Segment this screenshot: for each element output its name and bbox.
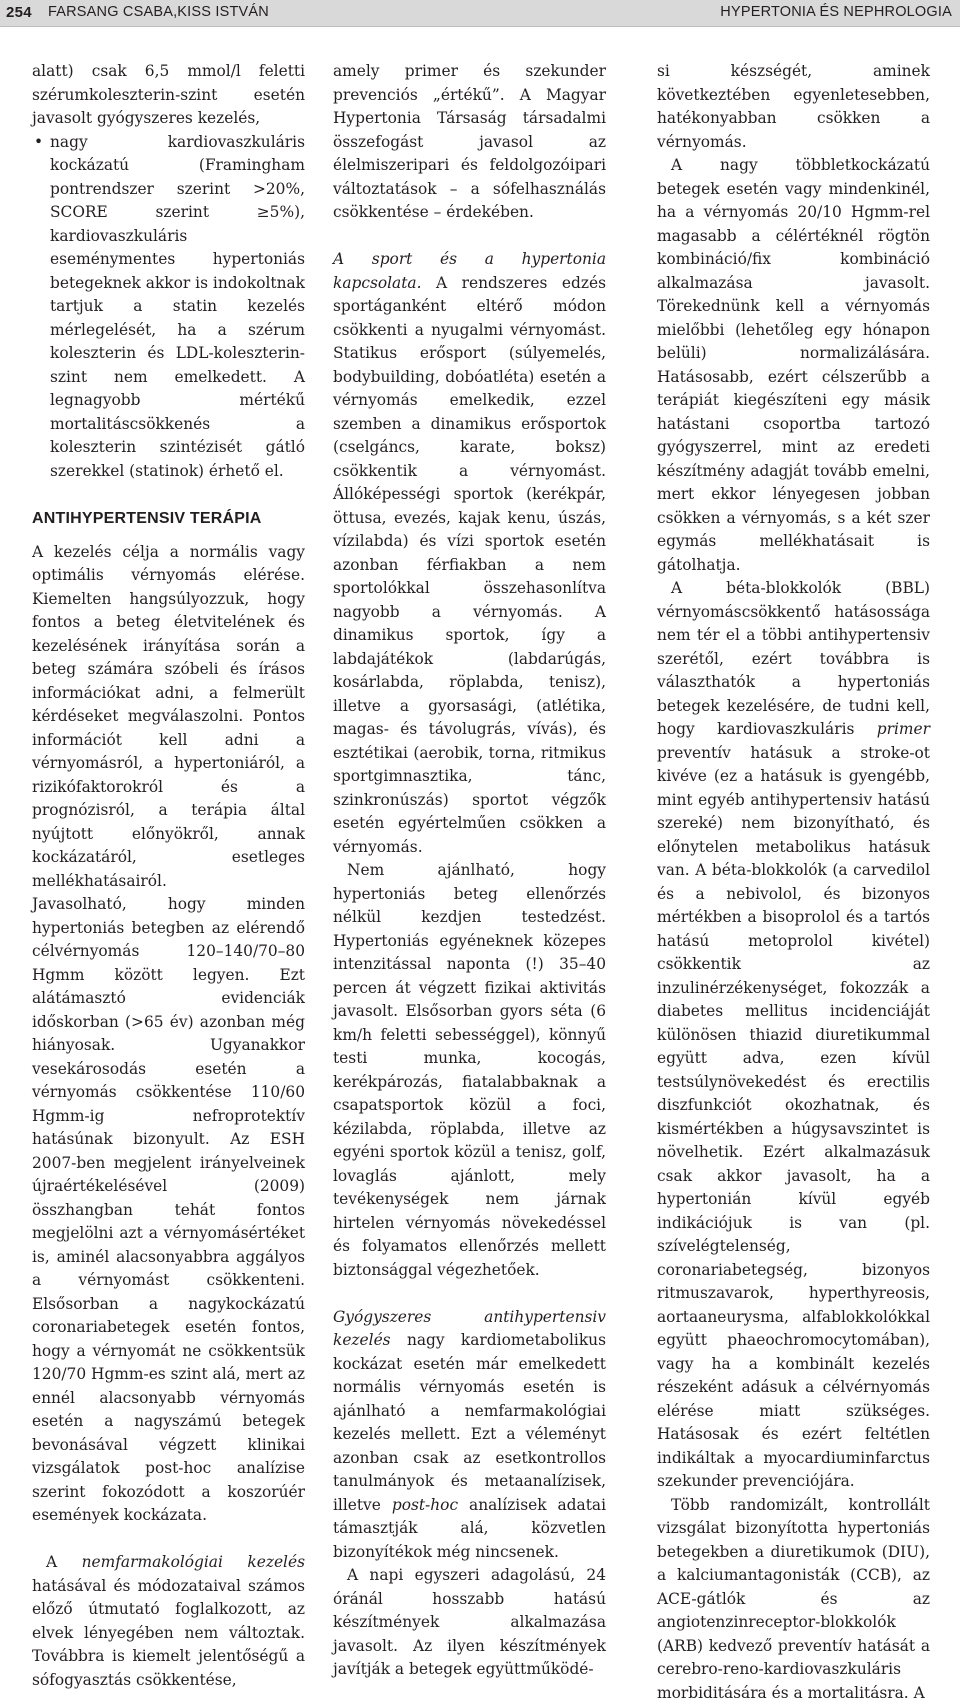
text-column-2	[333, 60, 606, 1682]
primer-term: primer	[877, 720, 930, 738]
list-item	[32, 131, 305, 484]
paragraph-nonpharmacological	[32, 1551, 305, 1692]
paragraph-compliance-continuation: si készségét, aminek következtében egyenletesebben, hatékonyabban csökken a vérnyomás.	[657, 60, 930, 154]
paragraph-randomized-trials: Több randomizált, kontrollált vizsgálat bizonyította hypertoniás betegekben a diuretikumok (DIU), a kalciumantagonisták (CCB), az ACE-gátlók és az angiotenzinreceptor-blokkolók (ARB) kedvező preventív hatását a cerebro-reno-kardiovaszkuláris morbiditására és a mortalitásra. A	[657, 1494, 930, 1705]
bullet-list	[32, 131, 305, 484]
page-number: 254	[6, 4, 32, 21]
paragraph-drug-treatment	[333, 1306, 606, 1565]
text-column-3	[657, 60, 930, 1705]
running-section-title: HYPERTONIA ÉS NEPHROLOGIA	[720, 4, 952, 20]
paragraph-target-pressure: Javasolható, hogy minden hypertoniás betegben az elérendő célvérnyomás 120–140/70–80 Hgmm között legyen. Ezt alátámasztó evidenciák időskorban (>65 év) azonban még hiányosak. Ugyanakkor vesekárosodás esetén a vérnyomás csökkentése 110/60 Hgmm-ig nefroprotektív hatásúnak bizonyult. Az ESH 2007-ben megjelent irányelveinek újraértékelésével (2009) összhangban tehát fontos megjelölni azt a vérnyomásértéket is, aminél alacsonyabbra aggályos a vérnyomást csökkenteni. Elsősorban a nagykockázatú coronariabetegek esetén fontos, hogy a vérnyomát ne csökkentsük 120/70 Hgmm-es szint alá, mert az ennél alacsonyabb vérnyomás esetén a nagyszámú betegek bevonásával végzett klinikai vizsgálatok post-hoc analízise szerint fokozódott a koszorúér események kockázata.	[32, 893, 305, 1528]
running-authors: FARSANG CSABA,KISS ISTVÁN	[48, 4, 269, 20]
sport-subheading: A sport és a hypertonia kapcsolata.	[333, 250, 606, 292]
text-column-1	[32, 60, 305, 1692]
drug-treatment-subheading: Gyógyszeres antihypertensiv kezelés	[333, 1308, 606, 1350]
nonpharm-lead: A	[46, 1553, 82, 1571]
bullet-dot: •	[34, 131, 43, 155]
paragraph-treatment-aim: A kezelés célja a normális vagy optimális vérnyomás elérése. Kiemelten hangsúlyozzuk, hogy fontos a beteg életvitelének és kezelésének irányítása során a beteg számára szóbeli és írásos információkat adni, a felmerült kérdéseket megválaszolni. Pontos információt kell adni a vérnyomásról, a hypertoniáról, a rizikófaktorokról és a prognózisról, a terápia által nyújtott előnyökről, annak kockázatáról, esetleges mellékhatásairól.	[32, 541, 305, 894]
running-header	[0, 0, 960, 27]
beta-blockers-text-a: A béta-blokkolók (BBL) vérnyomáscsökkentő hatásossága nem tér el a többi antihypertensiv szerétől, ezért továbbra is választhatók a hypertoniás betegek kezelésére, de tudni kell, hogy kardiovaszkuláris	[657, 579, 930, 738]
paragraph-intro-continuation: alatt) csak 6,5 mmol/l feletti szérumkoleszterin-szint esetén javasolt gyógyszeres kezelés,	[32, 60, 305, 131]
section-heading-antihypertensiv: ANTIHYPERTENSIV TERÁPIA	[32, 507, 305, 531]
post-hoc-term: post-hoc	[392, 1496, 458, 1514]
paragraph-salt-continuation: amely primer és szekunder prevenciós „értékű”. A Magyar Hypertonia Társaság társadalmi összefogást javasol az élelmiszeripari és feldolgozóipari változtatások – a sófelhasználás csökkentése – érdekében.	[333, 60, 606, 225]
drug-treatment-text-b: analízisek adatai támasztják alá, közvetlen bizonyítékok még nincsenek.	[333, 1496, 606, 1561]
drug-treatment-text-a: nagy kardiometabolikus kockázat esetén már emelkedett normális vérnyomás esetén is ajánlható a nemfarmakológiai kezelés mellett. Ezt a véleményt azonban csak az esetkontrollos tanulmányok és metaanalízisek, illetve	[333, 1331, 606, 1514]
bullet-text: nagy kardiovaszkuláris kockázatú (Framingham pontrendszer szerint >20%, SCORE szerint ≥5%), kardiovaszkuláris eseménymentes hypertoniás betegeknek akkor is indokoltnak tartjuk a statin kezelés mérlegelését, ha a szérum koleszterin és LDL-koleszterin-szint nem emelkedett. A legnagyobb mértékű mortalitáscsökkenés a koleszterin szintézisét gátló szerekkel (statinok) érhető el.	[50, 133, 305, 480]
paragraph-daily-dosing: A napi egyszeri adagolású, 24 óránál hosszabb hatású készítmények alkalmazása javasolt. Az ilyen készítmények javítják a betegek együttműködé-	[333, 1564, 606, 1682]
paragraph-high-risk: A nagy többletkockázatú betegek esetén vagy mindenkinél, ha a vérnyomás 20/10 Hgmm-rel magasabb a célértéknél rögtön kombináció/fix kombináció alkalmazása javasolt. Törekednünk kell a vérnyomás mielőbbi (lehetőleg egy hónapon belüli) normalizálására. Hatásosabb, ezért célszerűbb a terápiát kiegészíteni egy másik hatástani csoportba tartozó gyógyszerrel, mint az eredeti készítmény adagját tovább emelni, mert ekkor lényegesen jobban csökken a vérnyomás, s a két szer egymás mellékhatásait is gátolhatja.	[657, 154, 930, 577]
sport-text: A rendszeres edzés sportáganként eltérő módon csökkenti a nyugalmi vérnyomást. Statikus erősport (súlyemelés, bodybuilding, dobóatléta) esetén a vérnyomás emelkedik, ezzel szemben a dinamikus erősportok (cselgáncs, karate, boksz) csökkentik a vérnyomást. Állóképességi sportok (kerékpár, öttusa, evezés, kajak kenu, úszás, vízilabda) és vízi sportok esetén azonban férfiakban a nem sportolókkal összehasonlítva nagyobb a vérnyomás. A dinamikus sportok, így a labdajátékok (labdarúgás, kosárlabda, röplabda, tenisz), illetve a gyorsasági, (atlétika, magas- és távolugrás, vívás), és esztétikai (aerobik, torna, ritmikus sportgimnasztika, tánc, szinkronúszás) sportot végzők esetén egyértelműen csökken a vérnyomás.	[333, 274, 606, 856]
nonpharm-text: hatásával és módozataival számos előző útmutató foglalkozott, az elvek lényegében nem változtak. Továbbra is kiemelt jelentőségű a sófogyasztás csökkentése,	[32, 1577, 305, 1689]
nonpharm-term: nemfarmakológiai kezelés	[82, 1553, 305, 1571]
paragraph-sport	[333, 248, 606, 859]
paragraph-beta-blockers	[657, 577, 930, 1494]
beta-blockers-text-b: preventív hatásuk a stroke-ot kivéve (ez a hatásuk is gyengébb, mint egyéb antihypertensiv hatású szereké) nem bizonyítható, és előnytelen metabolikus hatásuk van. A béta-blokkolók (a carvedilol és a nebivolol, és bizonyos mértékben a bisoprolol és a tartós hatású metoprolol kivétel) csökkentik az inzulinérzékenységet, fokozzák a diabetes mellitus incidenciáját különösen thiazid diuretikummal együtt adva, ezen kívül testsúlynövekedést és erectilis diszfunkciót okozhatnak, és kismértékben a húgysavszintet is növelhetik. Ezért alkalmazásuk csak akkor javasolt, ha a hypertonián kívül egyéb indikációjuk is van (pl. szívelégtelenség, coronariabetegség, bizonyos ritmuszavarok, hyperthyreosis, aortaaneurysma, alfablokkolókkal együtt phaeochromocytomában), vagy ha a kombinált kezelés részeként adásuk a célvérnyomás elérése miatt szükséges. Hatásosak és ezért feltétlen indikáltak a myocardiuminfarctus szekunder prevenciójára.	[657, 744, 930, 1491]
paragraph-exercise-recommendation: Nem ajánlható, hogy hypertoniás beteg ellenőrzés nélkül kezdjen testedzést. Hypertoniás egyéneknek közepes intenzitással naponta (!) 35–40 percen át végzett fizikai aktivitás javasolt. Elsősorban gyors séta (6 km/h feletti sebességgel), könnyű testi munka, kocogás, kerékpározás, fiatalabbaknak a csapatsportok közül a foci, kézilabda, röplabda, illetve az egyéni sportok közül a tenisz, golf, lovaglás ajánlott, mely tevékenységek nem járnak hirtelen vérnyomás növekedéssel és folyamatos ellenőrzés mellett biztonsággal végezhetőek.	[333, 859, 606, 1282]
